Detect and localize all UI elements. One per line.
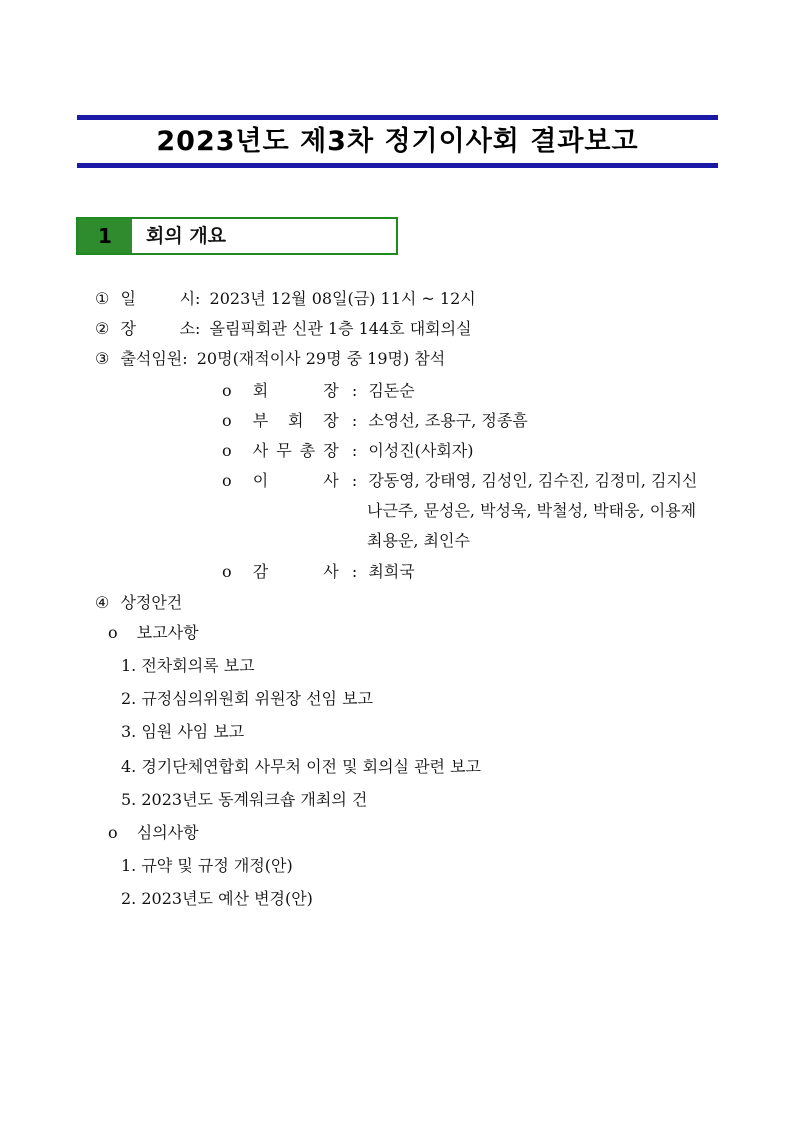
datetime-marker: ① [95,289,110,308]
list-item: 5. 2023년도 동계워크숍 개최의 건 [121,790,368,809]
attendee-bullet: o [222,381,232,400]
deliberation-heading [108,822,199,844]
attendee-row [222,561,415,583]
attendee-role: 회 장 [252,381,339,400]
title-bottom-rule [77,163,718,168]
attendee-role: 사 무 총 장 [252,441,339,460]
report-label: 보고사항 [136,623,199,642]
attendee-names-cont: 최용운, 최인수 [367,531,470,550]
attendee-sep: : [351,562,358,581]
attendee-sep: : [351,381,358,400]
attendee-names: 김돈순 [368,381,415,400]
title-top-rule [77,115,718,120]
attendee-names: 최희국 [368,562,415,581]
page-title: 2023년도 제3차 정기이사회 결과보고 [156,126,639,157]
attendee-role: 이 사 [252,471,339,490]
place-marker: ② [95,319,110,338]
agenda-marker: ④ [95,593,110,612]
attendee-row [222,440,474,462]
attendee-sep: : [351,471,358,490]
list-item: 1. 전차회의록 보고 [121,656,255,675]
list-item: 2. 2023년도 예산 변경(안) [121,889,313,908]
section-number: 1 [78,219,132,253]
attendee-bullet: o [222,471,232,490]
attendance-marker: ③ [95,349,110,368]
list-item: 1. 규약 및 규정 개정(안) [121,856,293,875]
attendee-role: 감 사 [252,562,339,581]
place-label: 장 소: [120,319,201,338]
title-block [77,115,718,169]
deliberation-label: 심의사항 [136,823,199,842]
attendee-row [222,410,528,432]
section-header [76,217,398,255]
report-heading [108,622,199,644]
attendee-bullet: o [222,562,232,581]
datetime-label: 일 시: [120,289,201,308]
deliberation-bullet: o [108,823,118,842]
section-title: 회의 개요 [146,225,227,247]
attendee-bullet: o [222,411,232,430]
attendee-names: 소영선, 조용구, 정종흠 [368,411,528,430]
attendance-label: 출석임원: [120,349,188,368]
agenda-heading [95,592,182,614]
attendee-role: 부 회 장 [252,411,339,430]
attendee-bullet: o [222,441,232,460]
attendee-row [222,380,415,402]
place-row [95,318,472,340]
agenda-label: 상정안건 [120,593,183,612]
attendance-row [95,348,445,370]
attendee-row [222,470,697,492]
attendee-names: 이성진(사회자) [368,441,474,460]
place-value: 올림픽회관 신관 1층 144호 대회의실 [209,319,472,338]
datetime-row [95,288,476,310]
datetime-value: 2023년 12월 08일(금) 11시 ~ 12시 [209,289,476,308]
attendee-sep: : [351,441,358,460]
attendee-names-cont: 나근주, 문성은, 박성욱, 박철성, 박태웅, 이용제 [367,501,697,520]
list-item: 2. 규정심의위원회 위원장 선임 보고 [121,689,373,708]
attendee-sep: : [351,411,358,430]
list-item: 4. 경기단체연합회 사무처 이전 및 회의실 관련 보고 [121,757,481,776]
attendance-value: 20명(재적이사 29명 중 19명) 참석 [196,349,446,368]
attendee-names: 강동영, 강태영, 김성인, 김수진, 김정미, 김지신 [368,471,698,490]
list-item: 3. 임원 사임 보고 [121,722,245,741]
report-bullet: o [108,623,118,642]
